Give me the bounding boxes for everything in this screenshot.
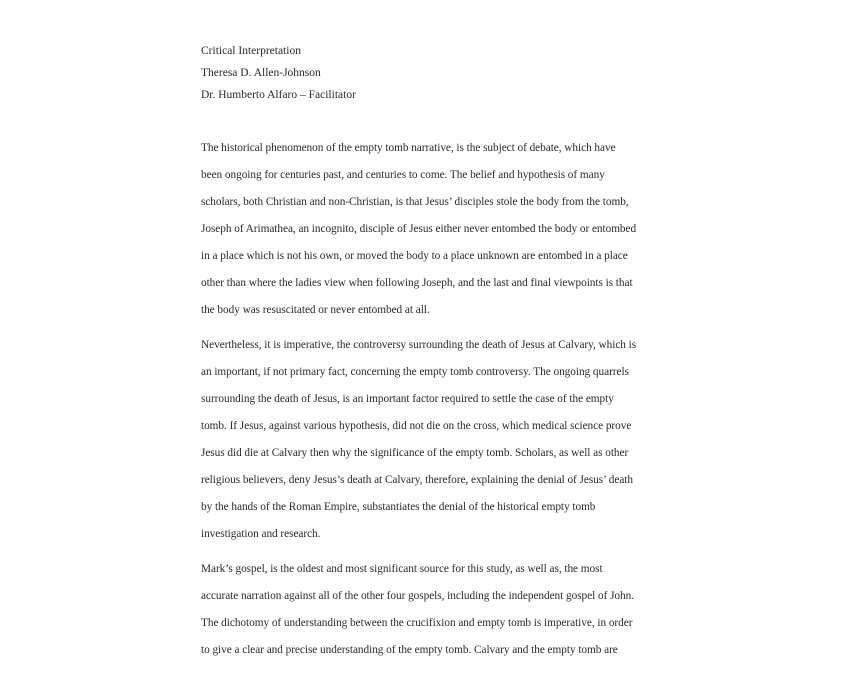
text-line: Mark’s gospel, is the oldest and most significant source for this study, as well as, the most <box>201 563 603 575</box>
text-line: in a place which is not his own, or moved the body to a place unknown are entombed in a place <box>201 250 628 262</box>
text-line: by the hands of the Roman Empire, substantiates the denial of the historical empty tomb <box>201 501 596 513</box>
paragraph-1 <box>201 135 663 324</box>
text-line: other than where the ladies view when following Joseph, and the last and final viewpoints is that <box>201 277 633 289</box>
text-line: the body was resuscitated or never entombed at all. <box>201 304 430 316</box>
text-line: religious believers, deny Jesus’s death at Calvary, therefore, explaining the denial of Jesus’ death <box>201 474 633 486</box>
document-header <box>201 40 356 106</box>
author-name: Theresa D. Allen-Johnson <box>201 67 321 79</box>
text-line: investigation and research. <box>201 528 321 540</box>
document-body <box>201 135 663 672</box>
facilitator-name: Dr. Humberto Alfaro – Facilitator <box>201 89 356 101</box>
text-line: scholars, both Christian and non-Christian, is that Jesus’ disciples stole the body from the tomb, <box>201 196 629 208</box>
text-line: accurate narration against all of the other four gospels, including the independent gospel of John. <box>201 590 634 602</box>
text-line: surrounding the death of Jesus, is an important factor required to settle the case of the empty <box>201 393 614 405</box>
text-line: The dichotomy of understanding between the crucifixion and empty tomb is imperative, in order <box>201 617 633 629</box>
text-line: The historical phenomenon of the empty tomb narrative, is the subject of debate, which have <box>201 142 616 154</box>
document-title: Critical Interpretation <box>201 45 301 57</box>
text-line: tomb. If Jesus, against various hypothesis, did not die on the cross, which medical science prove <box>201 420 632 432</box>
paragraph-2 <box>201 332 663 548</box>
text-line: Nevertheless, it is imperative, the controversy surrounding the death of Jesus at Calvary, which is <box>201 339 637 351</box>
text-line: to give a clear and precise understanding of the empty tomb. Calvary and the empty tomb are <box>201 644 618 656</box>
text-line: an important, if not primary fact, concerning the empty tomb controversy. The ongoing quarrels <box>201 366 629 378</box>
text-line: Jesus did die at Calvary then why the significance of the empty tomb. Scholars, as well as other <box>201 447 629 459</box>
text-line: Joseph of Arimathea, an incognito, disciple of Jesus either never entombed the body or entombed <box>201 223 637 235</box>
text-line: been ongoing for centuries past, and centuries to come. The belief and hypothesis of many <box>201 169 605 181</box>
paragraph-3 <box>201 556 663 664</box>
